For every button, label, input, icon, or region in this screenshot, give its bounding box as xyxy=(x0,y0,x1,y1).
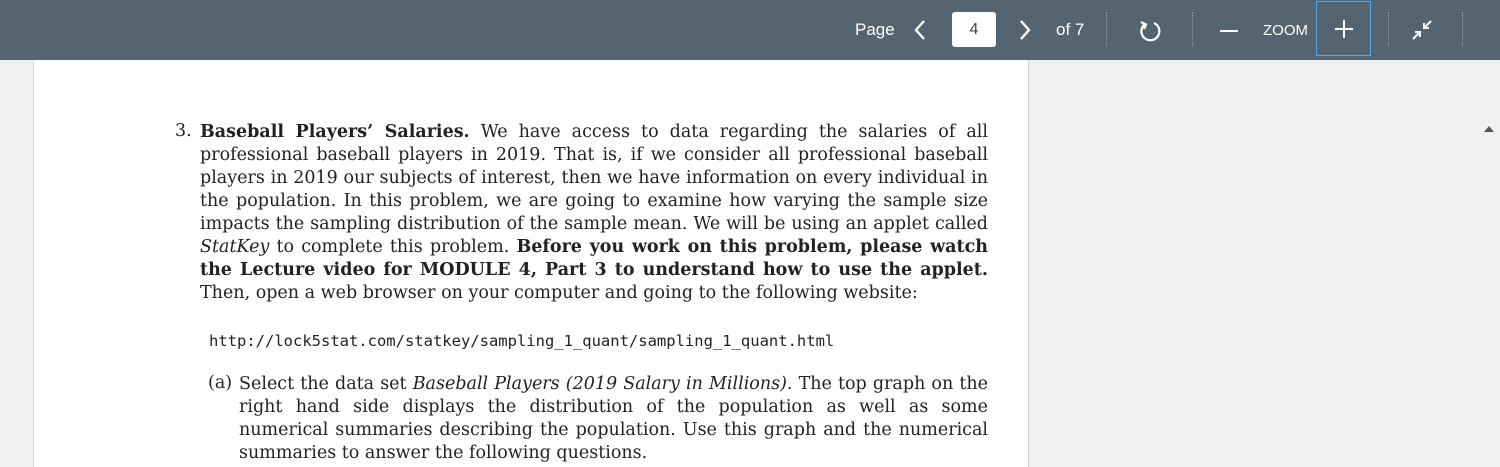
problem-paragraph xyxy=(200,121,988,305)
statkey-url: http://lock5stat.com/statkey/sampling_1_quant/sampling_1_quant.html xyxy=(209,332,835,350)
applet-name: StatKey xyxy=(200,237,270,257)
problem-text: to complete this problem. xyxy=(276,237,510,257)
zoom-in-button[interactable] xyxy=(1316,1,1371,56)
chevron-right-icon[interactable] xyxy=(1017,18,1033,47)
page-total: of 7 xyxy=(1056,20,1085,39)
page-number-input[interactable] xyxy=(952,12,996,47)
part-a-label: (a) xyxy=(208,373,233,393)
part-a-paragraph xyxy=(239,373,988,465)
chevron-left-icon[interactable] xyxy=(912,18,928,47)
pdf-page xyxy=(33,60,1029,467)
toolbar-separator xyxy=(1462,12,1463,46)
toolbar-separator xyxy=(1192,12,1193,46)
pdf-toolbar xyxy=(0,0,1500,60)
problem-title: Baseball Players’ Salaries. xyxy=(200,122,470,142)
toolbar-separator xyxy=(1106,12,1107,46)
document-viewer[interactable] xyxy=(0,60,1500,467)
scroll-up-arrow[interactable] xyxy=(1484,126,1494,132)
part-a-text: Select the data set xyxy=(239,374,407,394)
toolbar-separator xyxy=(1388,12,1389,46)
collapse-icon[interactable] xyxy=(1410,18,1434,47)
minus-icon[interactable] xyxy=(1218,20,1240,47)
problem-text: Then, open a web browser on your computer and going to the following website: xyxy=(200,283,918,303)
zoom-label: ZOOM xyxy=(1263,22,1308,39)
rotate-icon[interactable] xyxy=(1137,18,1163,49)
problem-number: 3. xyxy=(175,121,192,141)
dataset-name: Baseball Players (2019 Salary in Millions) xyxy=(412,374,787,394)
bold-instruction: Before you work on this problem, please watch the Lecture video for MODULE 4, Part 3 to understand how to use the applet. xyxy=(200,237,988,280)
problem-text: We have access to data regarding the salaries of all professional baseball players in 2019. That is, if we consider all professional baseball players in 2019 our subjects of interest, then we have information on every individual in the population. In this problem, we are going to examine how varying the sample size impacts the sampling distribution of the sample mean. We will be using an applet called xyxy=(200,122,988,234)
page-label: Page xyxy=(855,20,895,39)
part-a-text: . The top graph on the right hand side displays the distribution of the population as well as some numerical summaries describing the population. Use this graph and the numerical summaries to answer the following questions. xyxy=(239,374,989,463)
